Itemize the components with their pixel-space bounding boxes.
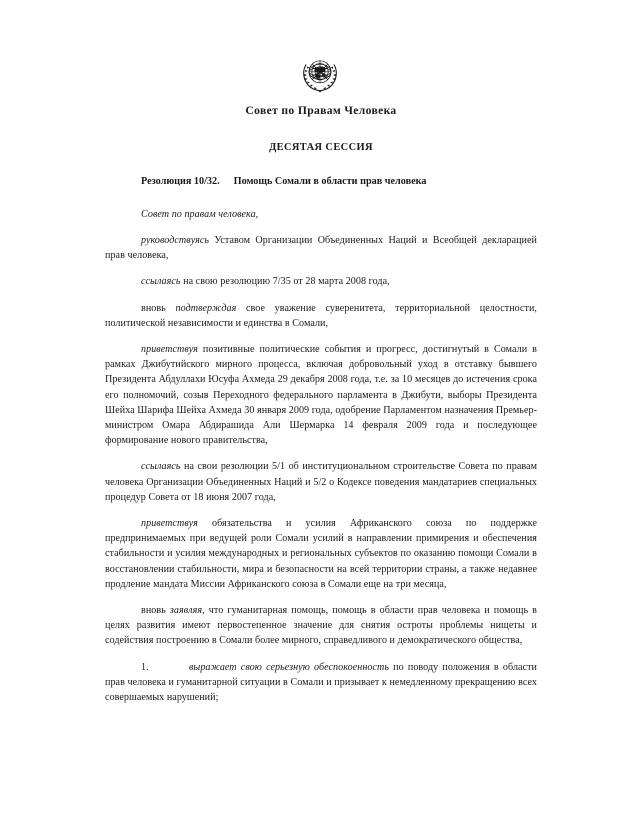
emblem-container	[0, 52, 640, 96]
preamble-paragraph-2	[105, 274, 537, 289]
preamble-paragraph-4	[105, 342, 537, 448]
addressee-line	[105, 207, 537, 222]
operative-text-1: по поводу положения в области прав человека и гуманитарной ситуации в Сомали и призывает к немедленному прекращению всех совершаемых нарушений;	[105, 661, 538, 704]
page-title: Совет по Правам Человека	[245, 104, 397, 117]
preamble-lead-5: ссылаясь	[141, 461, 181, 473]
preamble-text-1: Уставом Организации Объединенных Наций и Всеобщей декларацией прав человека,	[105, 234, 537, 262]
session-heading: ДЕСЯТАЯ СЕССИЯ	[269, 142, 373, 154]
preamble-paragraph-7	[105, 603, 537, 649]
operative-number-1: 1.	[141, 661, 149, 673]
operative-paragraph-1	[105, 660, 537, 706]
addressee-text: Совет по правам человека,	[141, 208, 259, 220]
preamble-lead-7: заявляя	[169, 605, 203, 616]
preamble-lead-3: подтверждая	[175, 302, 237, 314]
preamble-paragraph-1	[105, 233, 537, 263]
preamble-paragraph-6	[105, 516, 537, 592]
preamble-lead-plain-3: вновь	[141, 302, 166, 314]
preamble-paragraph-3	[105, 301, 537, 331]
preamble-text-2: на свою резолюцию 7/35 от 28 марта 2008 года,	[183, 276, 390, 288]
preamble-text-3: свое уважение суверенитета, территориальной целостности, политической независимости и единства в Сомали,	[105, 302, 538, 329]
preamble-lead-plain-7: вновь	[141, 605, 166, 616]
resolution-number: Резолюция 10/32.	[141, 176, 220, 188]
preamble-lead-4: приветствуя	[141, 343, 198, 355]
operative-lead-1: выражает свою серьезную обеспокоенность	[189, 661, 389, 673]
preamble-paragraph-5	[105, 459, 537, 505]
un-emblem-icon	[298, 52, 342, 96]
resolution-title: Помощь Сомали в области прав человека	[233, 176, 427, 188]
preamble-text-4: позитивные политические события и прогресс, достигнутый в Сомали в рамках Джибутийского мирного процесса, включая добровольный уход в отставку бывшего Президента Абдуллахи Юсуфа Ахмеда 29 декабря 2008 года, т.е. за 10 месяцев до истечения срока его полномочий, созыв Переходного федерального парламента в Джибути, выборы Президента Шейха Шарифа Шейха Ахмеда 30 января 2009 года, одобрение Парламентом назначения Премьер-министром Омара Абдирашида Али Шермарка 14 февраля 2009 года и последующее формирование нового правительства,	[105, 343, 537, 447]
preamble-lead-2: ссылаясь	[141, 276, 181, 288]
resolution-heading	[105, 175, 537, 188]
preamble-lead-1: руководствуясь	[141, 234, 209, 246]
document-body	[105, 104, 537, 716]
preamble-text-7: , что гуманитарная помощь, помощь в области прав человека и помощь в целях развития имеют первостепенное значение для снятия остроты проблемы нищеты и содействия построению в Сомали более мирного, справедливого и демократического общества,	[105, 605, 537, 647]
preamble-text-5: на свои резолюции 5/1 об институциональном строительстве Совета по правам человека Организации Объединенных Наций и 5/2 о Кодексе поведения мандатариев специальных процедур Совета от 18 июня 2007 года,	[105, 461, 538, 503]
preamble-text-6: обязательства и усилия Африканского союза по поддержке предпринимаемых при ведущей роли Сомали усилий в направлении примирения и обеспечения стабильности и усилия международных и региональных субъектов по оказанию помощи Сомали в восстановлении стабильности, мира и безопасности на всей территории страны, а также недавнее продление мандата Миссии Африканского союза в Сомали еще на три месяца,	[105, 517, 537, 590]
preamble-lead-6: приветствуя	[141, 517, 198, 529]
